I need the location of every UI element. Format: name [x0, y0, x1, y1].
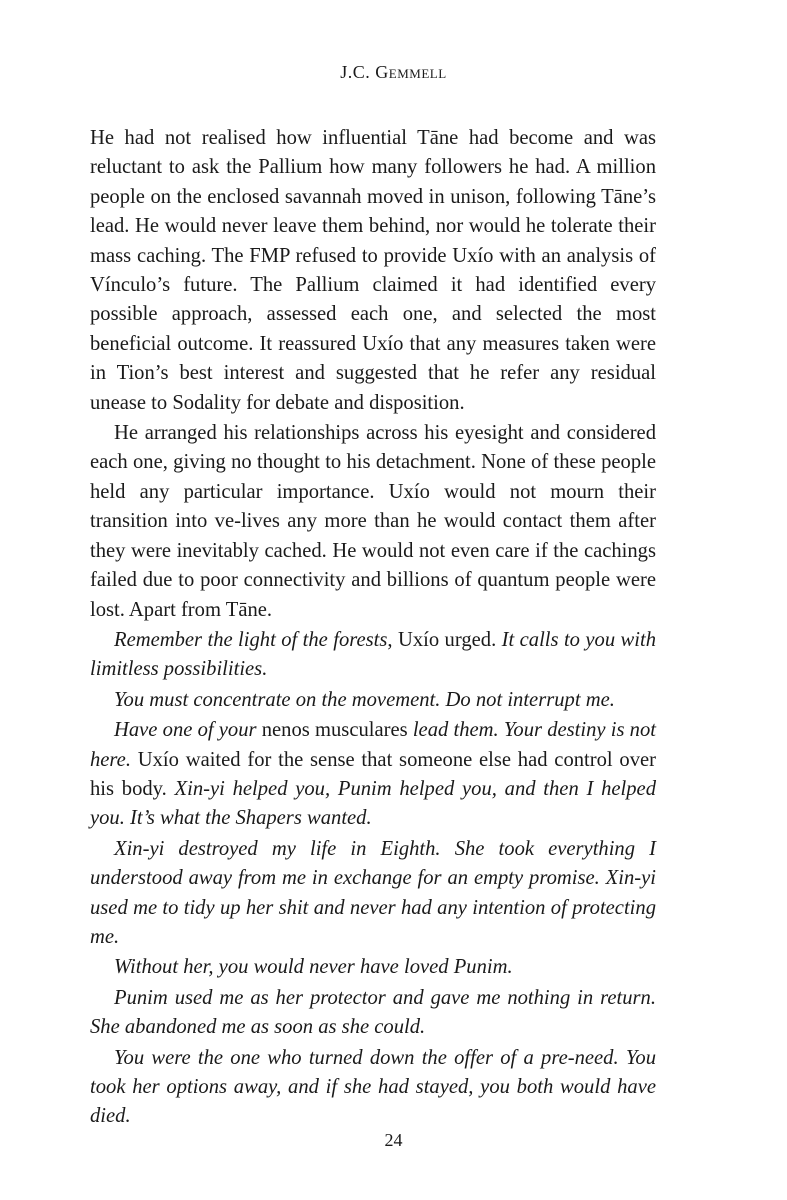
- paragraph: [90, 124, 656, 418]
- italic-segment: lead them. Your destiny is not here.: [90, 719, 656, 771]
- paragraph: [90, 1044, 656, 1132]
- italic-segment: Xin-yi destroyed my life in Eighth. She took everything I understood away from me in exchange for an empty promise. Xin-yi used me to tidy up her shit and never had any intention of protecting me.: [90, 837, 656, 948]
- italic-segment: Punim used me as her protector and gave me nothing in return. She abandoned me as soon as she could.: [90, 986, 656, 1039]
- paragraph: [90, 419, 656, 625]
- page-number: 24: [384, 1130, 403, 1150]
- paragraph: [90, 835, 656, 953]
- text-segment: nenos musculares: [256, 719, 413, 742]
- paragraph: [90, 686, 656, 715]
- italic-segment: You were the one who turned down the offer of a pre-need. You took her options away, and if she had stayed, you both would have died.: [90, 1046, 656, 1128]
- text-segment: He had not realised how influential Tāne had become and was reluctant to ask the Pallium how many followers he had. A million people on the enclosed savannah moved in unison, following Tāne’s lead. He would never leave them behind, nor would he tolerate their mass caching. The FMP refused to provide Uxío with an analysis of Vínculo’s future. The Pallium claimed it had identified every possible approach, assessed each one, and selected the most beneficial outcome. It reassured Uxío that any measures taken were in Tion’s best interest and suggested that he refer any residual unease to Sodality for debate and disposition.: [90, 127, 656, 414]
- paragraph: [90, 984, 656, 1043]
- paragraph: [90, 953, 656, 982]
- italic-segment: Without her, you would never have loved Punim.: [114, 956, 513, 979]
- running-head-author: J.C. Gemmell: [340, 62, 447, 82]
- italic-segment: It calls to you with limitless possibilities.: [90, 628, 656, 681]
- text-segment: Uxío waited for the sense that someone else had control over his body.: [90, 748, 656, 800]
- paragraph: [90, 626, 656, 685]
- text-segment: He arranged his relationships across his eyesight and considered each one, giving no thought to his detachment. None of these people held any particular importance. Uxío would not mourn their transition into ve-lives any more than he would contact them after they were inevitably cached. He would not even care if the cachings failed due to poor connectivity and billions of quantum people were lost. Apart from Tāne.: [90, 422, 656, 621]
- text-segment: , Uxío urged.: [387, 628, 502, 651]
- body-text: [90, 124, 656, 1132]
- italic-segment: Xin-yi helped you, Punim helped you, and then I helped you. It’s what the Shapers wanted.: [90, 777, 656, 830]
- italic-segment: Have one of your: [114, 719, 257, 742]
- italic-segment: You must concentrate on the movement. Do not interrupt me.: [114, 688, 615, 711]
- italic-segment: Remember the light of the forests: [114, 628, 388, 651]
- paragraph: [90, 716, 656, 834]
